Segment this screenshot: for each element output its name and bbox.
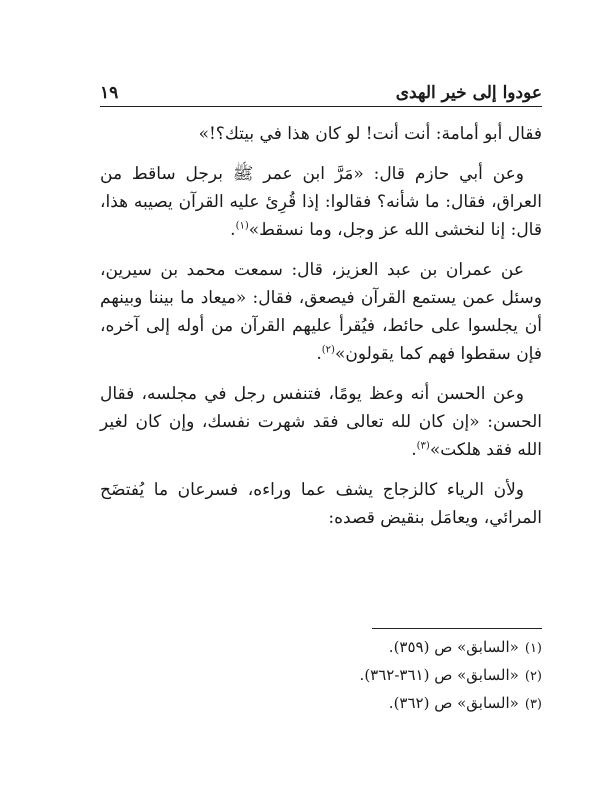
footnote-separator bbox=[372, 628, 542, 629]
paragraph-text: وعن أبي حازم قال: «مَرَّ ابن عمر ﷺ برجل ساقط من العراق، فقال: ما شأنه؟ فقالوا: إذا قُرِئ عليه القرآن يصيبه هذا، قال: إنا لنخشى الله عز وجل، وما نسقط» bbox=[100, 164, 542, 240]
footnote-ref: (٣) bbox=[416, 440, 430, 452]
paragraph-text: فقال أبو أمامة: أنت أنت! لو كان هذا في بيتك؟!» bbox=[198, 124, 542, 144]
footnote-number: (٢) bbox=[524, 669, 542, 684]
paragraph: عن عمران بن عبد العزيز، قال: سمعت محمد بن سيرين، وسئل عمن يستمع القرآن فيصعق، فقال: «ميعاد ما بيننا وبينهم أن يجلسوا على حائط، فيُقرأ عليهم القرآن من أوله إلى آخره، فإن سقطوا فهم كما يقولون»$^{(٢)}$. bbox=[100, 260, 542, 364]
footnote bbox=[100, 690, 542, 718]
body-text bbox=[100, 120, 542, 544]
footnote-text: «السابق» ص (٣٥٩). bbox=[388, 638, 519, 656]
footnote bbox=[100, 634, 542, 662]
footnote-number: (٣) bbox=[524, 697, 542, 712]
page-number: ١٩ bbox=[100, 83, 119, 103]
paragraph bbox=[100, 120, 542, 148]
footnotes bbox=[100, 634, 542, 718]
footnote-text: «السابق» ص (٣٦١-٣٦٢). bbox=[359, 666, 519, 684]
paragraph-text: وعن الحسن أنه وعظ يومًا، فتنفس رجل في مجلسه، فقال الحسن: «إن كان لله تعالى فقد شهرت نفسك، وإن كان لغير الله فقد هلكت» bbox=[100, 384, 542, 460]
header-rule bbox=[100, 106, 542, 107]
footnote-number: (١) bbox=[524, 641, 542, 656]
footnote-text: «السابق» ص (٣٦٢). bbox=[388, 694, 519, 712]
paragraph: وعن أبي حازم قال: «مَرَّ ابن عمر ﷺ برجل ساقط من العراق، فقال: ما شأنه؟ فقالوا: إذا قُرِئ عليه القرآن يصيبه هذا، قال: إنا لنخشى الله عز وجل، وما نسقط»$^{(١)}$. bbox=[100, 164, 542, 240]
paragraph bbox=[100, 476, 542, 532]
footnote-ref: (١) bbox=[235, 220, 249, 232]
paragraph-text: ولأن الرياء كالزجاج يشف عما وراءه، فسرعان ما يُفتضَح المرائي، ويعامَل بنقيض قصده: bbox=[100, 480, 542, 528]
paragraph-text: عن عمران بن عبد العزيز، قال: سمعت محمد بن سيرين، وسئل عمن يستمع القرآن فيصعق، فقال: «ميعاد ما بيننا وبينهم أن يجلسوا على حائط، فيُقرأ عليهم القرآن من أوله إلى آخره، فإن سقطوا فهم كما يقولون» bbox=[100, 260, 542, 364]
page-header bbox=[100, 80, 542, 108]
footnote bbox=[100, 662, 542, 690]
paragraph: وعن الحسن أنه وعظ يومًا، فتنفس رجل في مجلسه، فقال الحسن: «إن كان لله تعالى فقد شهرت نفسك، وإن كان لغير الله فقد هلكت»$^{(٣)}$. bbox=[100, 384, 542, 460]
running-title: عودوا إلى خير الهدى bbox=[395, 83, 542, 103]
footnote-ref: (٢) bbox=[321, 344, 335, 356]
